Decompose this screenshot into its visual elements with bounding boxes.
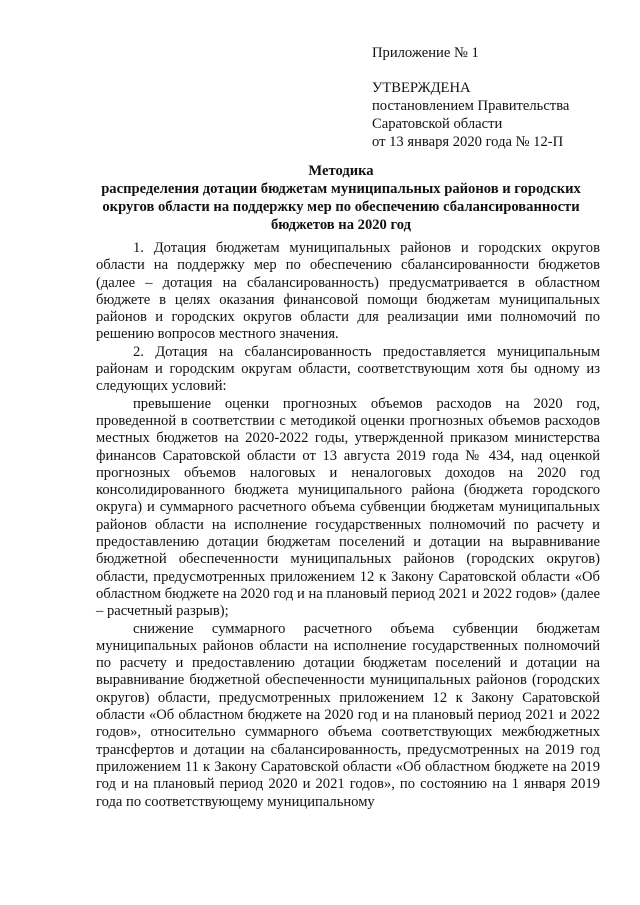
paragraph-3: превышение оценки прогнозных объемов расходов на 2020 год, проведенной в соответствии с методикой оценки прогнозных объемов расходов местных бюджетов на 2020-2022 годы, утвержденной приказом министерства финансов Саратовской области от 13 августа 2019 года № 434, над оценкой прогнозных объемов налоговых и неналоговых доходов на 2020 год консолидированного бюджета муниципального района (бюджета городского округа) и суммарного расчетного объема субвенции бюджетам муниципальных районов области на исполнение государственных полномочий по расчету и предоставлению дотации бюджетам поселений и дотации на выравнивание бюджетной обеспеченности муниципальных районов (городских округов) области, предусмотренных приложением 12 к Закону Саратовской области «Об областном бюджете на 2020 год и на плановый период 2021 и 2022 годов» (далее – расчетный разрыв);	[96, 395, 600, 620]
paragraph-1: 1. Дотация бюджетам муниципальных районов и городских округов области на поддержку мер по обеспечению сбалансированности бюджетов (далее – дотация на сбалансированность) предусматривается в областном бюджете в целях оказания финансовой помощи бюджетам муниципальных районов и городских округов области для реализации ими полномочий по решению вопросов местного значения.	[96, 240, 600, 343]
approved-by-line-2: Саратовской области	[372, 116, 503, 132]
document-body	[96, 240, 600, 811]
title-subtitle-line-3: бюджетов на 2020 год	[270, 217, 411, 233]
approval-date: от 13 января 2020 года № 12-П	[372, 134, 564, 150]
paragraph-4: снижение суммарного расчетного объема субвенции бюджетам муниципальных районов области на исполнение государственных полномочий по расчету и предоставлению дотации бюджетам поселений и дотации на выравнивание бюджетной обеспеченности муниципальных районов (городских округов) области, предусмотренных приложением 12 к Закону Саратовской области «Об областном бюджете на 2020 год и на плановый период 2021 и 2022 годов», относительно суммарного объема соответствующих межбюджетных трансфертов и дотации на сбалансированность, предусмотренных на 2019 год приложением 11 к Закону Саратовской области «Об областном бюджете на 2019 год и на плановый период 2020 и 2021 годов», по состоянию на 1 января 2019 года по соответствующему муниципальному	[96, 620, 600, 810]
title-heading: Методика	[308, 163, 374, 179]
title-subtitle-line-1: распределения дотации бюджетам муниципальных районов и городских	[101, 181, 581, 197]
approved-by-line-1: постановлением Правительства	[372, 98, 570, 114]
appendix-label: Приложение № 1	[372, 45, 479, 61]
title-subtitle-line-2: округов области на поддержку мер по обеспечению сбалансированности	[102, 199, 580, 215]
document-title	[80, 162, 602, 234]
paragraph-2: 2. Дотация на сбалансированность предоставляется муниципальным районам и городским округам области, соответствующим хотя бы одному из следующих условий:	[96, 343, 600, 395]
approval-block	[372, 44, 612, 151]
approved-label: УТВЕРЖДЕНА	[372, 80, 471, 96]
